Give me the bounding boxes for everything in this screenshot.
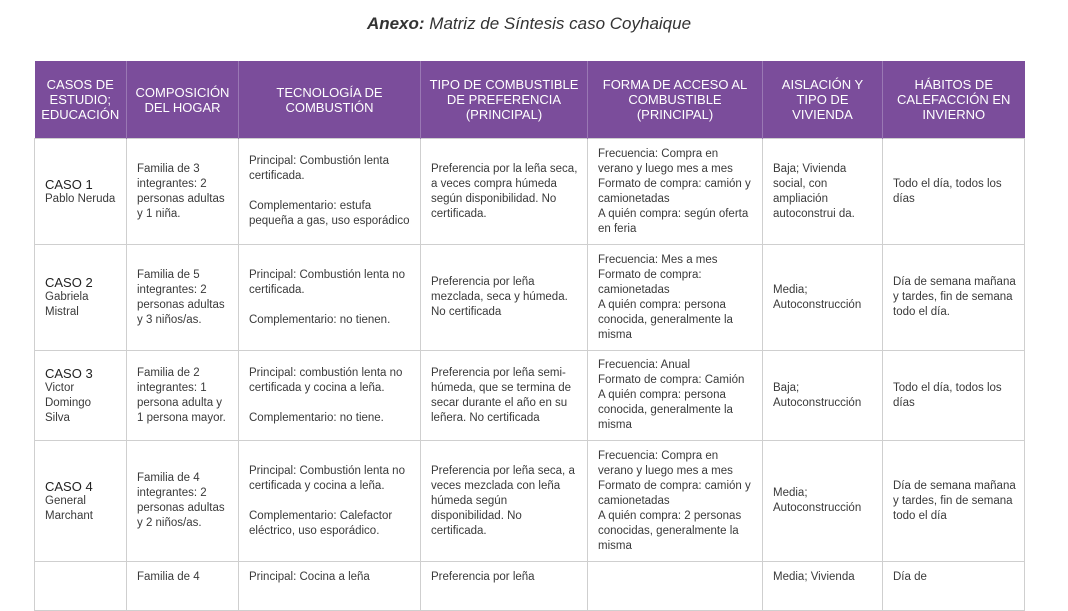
case-name: Gabriela Mistral [45, 291, 89, 318]
header-habits: HÁBITOS DE CALEFACCIÓN EN INVIERNO [883, 61, 1025, 139]
table-header-row [35, 61, 1025, 139]
title-text: Matriz de Síntesis caso Coyhaique [429, 14, 692, 33]
housing-cell: Media; Vivienda [763, 562, 883, 611]
header-technology: TECNOLOGÍA DE COMBUSTIÓN [239, 61, 421, 139]
fuel-cell: Preferencia por leña semi-húmeda, que se termina de secar durante el año en su leñera. No certificada [421, 351, 588, 441]
technology-cell [239, 139, 421, 245]
case-cell [35, 351, 127, 441]
table-row [35, 351, 1025, 441]
access-cell [588, 562, 763, 611]
fuel-cell: Preferencia por leña mezclada, seca y húmeda. No certificada [421, 245, 588, 351]
header-cases: CASOS DE ESTUDIO; EDUCACIÓN [35, 61, 127, 139]
housing-cell: Baja; Autoconstrucción [763, 351, 883, 441]
technology-cell [239, 562, 421, 611]
case-number: CASO 1 [45, 176, 93, 192]
case-name: General Marchant [45, 494, 93, 522]
tech-complementary: Complementario: no tienen. [249, 313, 391, 326]
tech-complementary: Complementario: no tiene. [249, 411, 384, 424]
fuel-cell: Preferencia por la leña seca, a veces compra húmeda según disponibilidad. No certificada. [421, 139, 588, 245]
tech-complementary: Complementario: estufa pequeña a gas, uso esporádico [249, 200, 410, 227]
tech-main: Principal: Combustión lenta certificada. [249, 155, 389, 182]
table-row [35, 245, 1025, 351]
access-cell: Frecuencia: Compra en verano y luego mes a mes Formato de compra: camión y camionetadas A quién compra: según oferta en feria [588, 139, 763, 245]
habits-cell: Todo el día, todos los días [883, 351, 1025, 441]
header-fuel: TIPO DE COMBUSTIBLE DE PREFERENCIA (PRINCIPAL) [421, 61, 588, 139]
habits-cell: Día de semana mañana y tardes, fin de semana todo el día. [883, 245, 1025, 351]
technology-cell [239, 245, 421, 351]
table-row [35, 441, 1025, 562]
case-number: CASO 4 [45, 478, 93, 494]
access-cell: Frecuencia: Anual Formato de compra: Camión A quién compra: persona conocida, generalmente la misma [588, 351, 763, 441]
fuel-cell: Preferencia por leña seca, a veces mezclada con leña húmeda según disponibilidad. No certificada. [421, 441, 588, 562]
technology-cell [239, 441, 421, 562]
housing-cell: Media; Autoconstrucción [763, 245, 883, 351]
case-name: Pablo Neruda [45, 192, 116, 205]
case-cell [35, 139, 127, 245]
case-number: CASO 3 [45, 365, 93, 381]
access-cell: Frecuencia: Mes a mes Formato de compra: camionetadas A quién compra: persona conocida, generalmente la misma [588, 245, 763, 351]
table-row [35, 139, 1025, 245]
access-cell: Frecuencia: Compra en verano y luego mes a mes Formato de compra: camión y camionetadas A quién compra: 2 personas conocidas, generalmente la misma [588, 441, 763, 562]
case-cell [35, 562, 127, 611]
housing-cell: Baja; Vivienda social, con ampliación autoconstrui da. [763, 139, 883, 245]
habits-cell: Día de semana mañana y tardes, fin de semana todo el día [883, 441, 1025, 562]
habits-cell: Todo el día, todos los días [883, 139, 1025, 245]
header-housing: AISLACIÓN Y TIPO DE VIVIENDA [763, 61, 883, 139]
tech-complementary: Complementario: Calefactor eléctrico, uso esporádico. [249, 509, 393, 537]
tech-main: Principal: Combustión lenta no certificada y cocina a leña. [249, 464, 405, 492]
header-household: COMPOSICIÓN DEL HOGAR [127, 61, 239, 139]
header-access: FORMA DE ACCESO AL COMBUSTIBLE (PRINCIPAL) [588, 61, 763, 139]
habits-cell: Día de [883, 562, 1025, 611]
title-label: Anexo: [366, 14, 425, 33]
household-cell: Familia de 2 integrantes: 1 persona adulta y 1 persona mayor. [127, 351, 239, 441]
table-row [35, 562, 1025, 611]
case-number: CASO 2 [45, 275, 93, 290]
tech-main: Principal: combustión lenta no certificada y cocina a leña. [249, 366, 403, 394]
household-cell: Familia de 4 integrantes: 2 personas adultas y 2 niños/as. [127, 441, 239, 562]
tech-main: Principal: Cocina a leña [249, 571, 370, 583]
synthesis-matrix-table [34, 61, 1025, 611]
household-cell: Familia de 3 integrantes: 2 personas adultas y 1 niña. [127, 139, 239, 245]
case-name: Victor Domingo Silva [45, 381, 92, 424]
housing-cell: Media; Autoconstrucción [763, 441, 883, 562]
technology-cell [239, 351, 421, 441]
case-cell [35, 441, 127, 562]
tech-main: Principal: Combustión lenta no certificada. [249, 268, 405, 296]
fuel-cell: Preferencia por leña [421, 562, 588, 611]
document-title [0, 14, 1058, 34]
household-cell: Familia de 4 [127, 562, 239, 611]
household-cell: Familia de 5 integrantes: 2 personas adultas y 3 niños/as. [127, 245, 239, 351]
case-cell [35, 245, 127, 351]
